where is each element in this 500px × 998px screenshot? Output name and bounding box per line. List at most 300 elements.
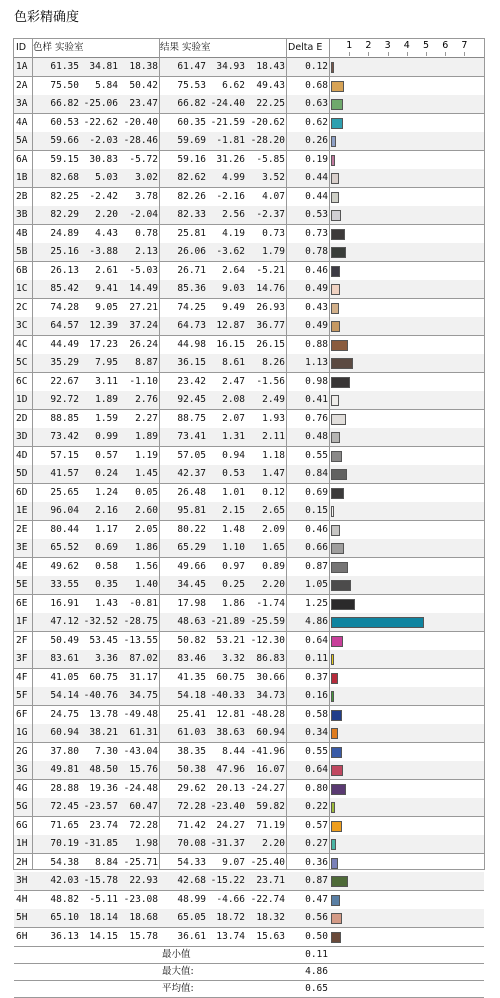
result-lab-value: -22.74 bbox=[250, 893, 285, 905]
result-lab-value: 70.08 bbox=[177, 838, 206, 849]
result-lab-value: 17.98 bbox=[177, 597, 206, 609]
delta-e-bar bbox=[331, 876, 348, 887]
reference-lab-value: -24.48 bbox=[123, 782, 158, 794]
scale-gridline bbox=[368, 52, 369, 56]
reference-lab-value: 38.21 bbox=[89, 727, 118, 738]
result-lab-value: 1.47 bbox=[262, 468, 285, 479]
reference-lab-value: 18.68 bbox=[129, 912, 158, 923]
result-lab-value: -4.66 bbox=[216, 893, 245, 905]
result-lab-value: 66.82 bbox=[177, 98, 206, 109]
result-lab-value: 1.93 bbox=[262, 412, 285, 424]
patch-id: 3G bbox=[16, 764, 28, 775]
delta-e-value: 0.41 bbox=[305, 394, 328, 405]
result-lab-value: 60.75 bbox=[216, 671, 245, 683]
delta-e-value: 0.11 bbox=[305, 653, 328, 664]
result-lab-value: 24.27 bbox=[216, 819, 245, 831]
table-row bbox=[14, 95, 484, 114]
reference-lab-value: 5.03 bbox=[95, 172, 118, 183]
result-lab-value: 38.35 bbox=[177, 745, 206, 757]
delta-e-value: 0.49 bbox=[305, 283, 328, 294]
reference-lab-value: 49.81 bbox=[50, 764, 79, 775]
delta-e-value: 0.34 bbox=[305, 727, 328, 738]
result-lab-value: 18.72 bbox=[216, 912, 245, 923]
delta-e-bar bbox=[331, 617, 424, 628]
result-lab-value: 9.49 bbox=[222, 301, 245, 313]
patch-id: 1F bbox=[16, 616, 28, 627]
reference-lab-value: 12.39 bbox=[89, 320, 118, 331]
result-lab-value: 95.81 bbox=[177, 505, 206, 516]
result-lab-value: -1.74 bbox=[256, 597, 285, 609]
patch-id: 6G bbox=[16, 819, 28, 831]
table-row bbox=[14, 595, 484, 614]
table-row bbox=[14, 225, 484, 244]
reference-lab-value: 2.76 bbox=[135, 394, 158, 405]
result-lab-value: 26.71 bbox=[177, 264, 206, 276]
table-row bbox=[14, 761, 484, 780]
result-lab-value: 38.63 bbox=[216, 727, 245, 738]
patch-id: 4A bbox=[16, 116, 28, 128]
reference-lab-value: 60.94 bbox=[50, 727, 79, 738]
reference-lab-value: 37.80 bbox=[50, 745, 79, 757]
result-lab-value: -2.37 bbox=[256, 209, 285, 220]
patch-id: 2D bbox=[16, 412, 28, 424]
result-lab-value: 25.81 bbox=[177, 227, 206, 239]
reference-lab-value: -43.04 bbox=[123, 745, 158, 757]
delta-e-bar bbox=[331, 358, 353, 369]
result-lab-value: 0.97 bbox=[222, 560, 245, 572]
reference-lab-value: 30.83 bbox=[89, 153, 118, 165]
reference-lab-value: 87.02 bbox=[129, 653, 158, 664]
reference-lab-value: 60.47 bbox=[129, 801, 158, 812]
result-lab-value: 64.73 bbox=[177, 320, 206, 331]
delta-e-bar bbox=[331, 173, 339, 184]
reference-lab-value: 27.21 bbox=[129, 301, 158, 313]
table-row bbox=[14, 262, 484, 281]
table-row bbox=[14, 817, 484, 836]
result-lab-value: 2.15 bbox=[222, 505, 245, 516]
result-lab-value: 2.11 bbox=[262, 431, 285, 442]
delta-e-bar bbox=[331, 155, 335, 166]
delta-e-value: 0.66 bbox=[305, 542, 328, 553]
delta-e-value: 0.47 bbox=[305, 893, 328, 905]
result-lab-value: 0.89 bbox=[262, 560, 285, 572]
result-lab-value: 1.01 bbox=[222, 486, 245, 498]
result-lab-value: 8.44 bbox=[222, 745, 245, 757]
table-row bbox=[14, 724, 484, 743]
result-lab-value: 53.21 bbox=[216, 634, 245, 646]
reference-lab-value: 82.25 bbox=[50, 190, 79, 202]
reference-lab-value: 2.20 bbox=[95, 209, 118, 220]
patch-id: 6C bbox=[16, 375, 28, 387]
result-lab-value: 1.10 bbox=[222, 542, 245, 553]
reference-lab-value: -32.52 bbox=[83, 616, 118, 627]
result-lab-value: 3.32 bbox=[222, 653, 245, 664]
patch-id: 3E bbox=[16, 542, 28, 553]
patch-id: 5B bbox=[16, 246, 28, 257]
result-lab-value: -2.16 bbox=[216, 190, 245, 202]
delta-e-value: 0.26 bbox=[305, 135, 328, 146]
result-lab-value: 36.77 bbox=[256, 320, 285, 331]
reference-lab-value: -28.75 bbox=[123, 616, 158, 627]
delta-e-bar bbox=[331, 266, 340, 277]
column-divider bbox=[159, 39, 160, 869]
table-row bbox=[14, 188, 484, 207]
delta-e-value: 0.55 bbox=[305, 449, 328, 461]
table-row bbox=[14, 206, 484, 225]
table-header bbox=[14, 39, 484, 58]
delta-e-value: 1.13 bbox=[305, 357, 328, 368]
result-lab-value: 13.74 bbox=[216, 930, 245, 942]
result-lab-value: 34.73 bbox=[256, 690, 285, 701]
reference-lab-value: 48.50 bbox=[89, 764, 118, 775]
reference-lab-value: 50.42 bbox=[129, 79, 158, 91]
table-row bbox=[14, 77, 484, 96]
reference-lab-value: -2.04 bbox=[129, 209, 158, 220]
result-lab-value: 12.81 bbox=[216, 708, 245, 720]
table-row bbox=[14, 872, 484, 891]
result-lab-value: 74.25 bbox=[177, 301, 206, 313]
delta-e-bar bbox=[331, 802, 335, 813]
scale-gridline bbox=[349, 52, 350, 56]
table-row bbox=[14, 280, 484, 299]
delta-e-bar bbox=[331, 340, 348, 351]
delta-e-bar bbox=[331, 636, 343, 647]
table-row bbox=[14, 317, 484, 336]
result-lab-value: 29.62 bbox=[177, 782, 206, 794]
table-row bbox=[14, 854, 484, 873]
delta-e-bar bbox=[331, 839, 336, 850]
reference-lab-value: 59.15 bbox=[50, 153, 79, 165]
reference-lab-value: 96.04 bbox=[50, 505, 79, 516]
reference-lab-value: 54.14 bbox=[50, 690, 79, 701]
patch-id: 2B bbox=[16, 190, 28, 202]
delta-e-bar bbox=[331, 525, 340, 536]
table-row bbox=[14, 558, 484, 577]
result-lab-value: 59.82 bbox=[256, 801, 285, 812]
reference-lab-value: 5.84 bbox=[95, 79, 118, 91]
table-row bbox=[14, 428, 484, 447]
result-lab-value: 2.47 bbox=[222, 375, 245, 387]
result-lab-value: 2.08 bbox=[222, 394, 245, 405]
reference-lab-value: 80.44 bbox=[50, 523, 79, 535]
result-lab-value: 59.69 bbox=[177, 135, 206, 146]
table-row bbox=[14, 484, 484, 503]
delta-e-value: 0.63 bbox=[305, 98, 328, 109]
reference-lab-value: 2.61 bbox=[95, 264, 118, 276]
result-lab-value: -40.33 bbox=[210, 690, 245, 701]
reference-lab-value: 1.89 bbox=[135, 431, 158, 442]
color-accuracy-table bbox=[13, 38, 485, 994]
delta-e-bar bbox=[331, 62, 334, 73]
result-lab-value: 61.03 bbox=[177, 727, 206, 738]
delta-e-value: 1.05 bbox=[305, 579, 328, 590]
delta-e-bar bbox=[331, 691, 334, 702]
table-row bbox=[14, 798, 484, 817]
delta-e-bar bbox=[331, 932, 341, 943]
reference-lab-value: 53.45 bbox=[89, 634, 118, 646]
delta-e-value: 0.44 bbox=[305, 190, 328, 202]
reference-lab-value: 0.99 bbox=[95, 431, 118, 442]
result-lab-value: -1.56 bbox=[256, 375, 285, 387]
reference-lab-value: 42.03 bbox=[50, 875, 79, 886]
result-lab-value: 71.42 bbox=[177, 819, 206, 831]
scale-tick-label: 5 bbox=[423, 40, 430, 51]
patch-id: 6B bbox=[16, 264, 28, 276]
result-lab-value: 1.86 bbox=[222, 597, 245, 609]
delta-e-value: 0.87 bbox=[305, 560, 328, 572]
result-lab-value: 60.35 bbox=[177, 116, 206, 128]
result-lab-value: 25.41 bbox=[177, 708, 206, 720]
table-row bbox=[14, 58, 484, 77]
result-lab-value: 18.32 bbox=[256, 912, 285, 923]
reference-lab-value: 9.41 bbox=[95, 283, 118, 294]
patch-id: 1D bbox=[16, 394, 28, 405]
table-row bbox=[14, 539, 484, 558]
reference-lab-value: 70.19 bbox=[50, 838, 79, 849]
reference-lab-value: 1.86 bbox=[135, 542, 158, 553]
result-lab-value: 50.38 bbox=[177, 764, 206, 775]
delta-e-value: 0.53 bbox=[305, 209, 328, 220]
reference-lab-value: 1.98 bbox=[135, 838, 158, 849]
result-lab-value: 72.28 bbox=[177, 801, 206, 812]
result-lab-value: -28.20 bbox=[250, 135, 285, 146]
delta-e-bar bbox=[331, 562, 348, 573]
reference-lab-value: 1.17 bbox=[95, 523, 118, 535]
reference-lab-value: 3.78 bbox=[135, 190, 158, 202]
delta-e-bar bbox=[331, 99, 343, 110]
result-lab-value: 9.03 bbox=[222, 283, 245, 294]
delta-e-value: 0.73 bbox=[305, 227, 328, 239]
delta-e-bar bbox=[331, 451, 342, 462]
table-row bbox=[14, 780, 484, 799]
result-lab-value: 26.48 bbox=[177, 486, 206, 498]
result-lab-value: -24.40 bbox=[210, 98, 245, 109]
reference-lab-value: 54.38 bbox=[50, 856, 79, 868]
result-lab-value: 41.35 bbox=[177, 671, 206, 683]
delta-e-value: 0.36 bbox=[305, 856, 328, 868]
result-lab-value: 4.99 bbox=[222, 172, 245, 183]
reference-lab-value: 0.35 bbox=[95, 579, 118, 590]
delta-e-bar bbox=[331, 210, 341, 221]
delta-e-bar bbox=[331, 580, 351, 591]
reference-lab-value: 3.02 bbox=[135, 172, 158, 183]
table-row bbox=[14, 410, 484, 429]
reference-lab-value: 1.43 bbox=[95, 597, 118, 609]
table-row bbox=[14, 613, 484, 632]
table-row bbox=[14, 132, 484, 151]
delta-e-bar bbox=[331, 414, 346, 425]
result-lab-value: -48.28 bbox=[250, 708, 285, 720]
table-row bbox=[14, 465, 484, 484]
result-lab-value: 2.49 bbox=[262, 394, 285, 405]
delta-e-value: 1.25 bbox=[305, 597, 328, 609]
delta-e-value: 0.12 bbox=[305, 61, 328, 72]
header-ref-lab: 色样 实验室 bbox=[33, 42, 84, 53]
reference-lab-value: 16.91 bbox=[50, 597, 79, 609]
reference-lab-value: -22.62 bbox=[83, 116, 118, 128]
patch-id: 5E bbox=[16, 579, 28, 590]
result-lab-value: 0.25 bbox=[222, 579, 245, 590]
result-lab-value: 59.16 bbox=[177, 153, 206, 165]
reference-lab-value: 22.93 bbox=[129, 875, 158, 886]
delta-e-bar bbox=[331, 377, 350, 388]
patch-id: 5G bbox=[16, 801, 28, 812]
patch-id: 6A bbox=[16, 153, 28, 165]
result-lab-value: 1.79 bbox=[262, 246, 285, 257]
scale-gridline bbox=[426, 52, 427, 56]
reference-lab-value: 44.49 bbox=[50, 338, 79, 350]
reference-lab-value: 2.16 bbox=[95, 505, 118, 516]
delta-e-value: 0.16 bbox=[305, 690, 328, 701]
table-row bbox=[14, 891, 484, 910]
delta-e-value: 0.15 bbox=[305, 505, 328, 516]
result-lab-value: 61.47 bbox=[177, 61, 206, 72]
patch-id: 5F bbox=[16, 690, 28, 701]
result-lab-value: 31.26 bbox=[216, 153, 245, 165]
result-lab-value: 14.76 bbox=[256, 283, 285, 294]
delta-e-value: 0.69 bbox=[305, 486, 328, 498]
reference-lab-value: 3.36 bbox=[95, 653, 118, 664]
result-lab-value: 47.96 bbox=[216, 764, 245, 775]
reference-lab-value: 34.75 bbox=[129, 690, 158, 701]
result-lab-value: 0.94 bbox=[222, 449, 245, 461]
reference-lab-value: 82.29 bbox=[50, 209, 79, 220]
table-row bbox=[14, 669, 484, 688]
patch-id: 3C bbox=[16, 320, 28, 331]
reference-lab-value: -15.78 bbox=[83, 875, 118, 886]
delta-e-value: 0.84 bbox=[305, 468, 328, 479]
result-lab-value: 82.62 bbox=[177, 172, 206, 183]
delta-e-bar bbox=[331, 321, 340, 332]
table-row bbox=[14, 391, 484, 410]
scale-tick-label: 7 bbox=[461, 40, 468, 51]
summary-label: 平均值: bbox=[162, 983, 194, 994]
result-lab-value: 2.09 bbox=[262, 523, 285, 535]
reference-lab-value: 4.43 bbox=[95, 227, 118, 239]
reference-lab-value: 0.58 bbox=[95, 560, 118, 572]
result-lab-value: 22.25 bbox=[256, 98, 285, 109]
reference-lab-value: -5.03 bbox=[129, 264, 158, 276]
result-lab-value: -41.96 bbox=[250, 745, 285, 757]
result-lab-value: 2.56 bbox=[222, 209, 245, 220]
result-lab-value: 2.64 bbox=[222, 264, 245, 276]
reference-lab-value: 50.49 bbox=[50, 634, 79, 646]
patch-id: 2H bbox=[16, 856, 28, 868]
reference-lab-value: 28.88 bbox=[50, 782, 79, 794]
result-lab-value: -12.30 bbox=[250, 634, 285, 646]
reference-lab-value: 7.30 bbox=[95, 745, 118, 757]
delta-e-bar bbox=[331, 784, 346, 795]
result-lab-value: -15.22 bbox=[210, 875, 245, 886]
result-lab-value: 30.66 bbox=[256, 671, 285, 683]
table-row bbox=[14, 650, 484, 669]
patch-id: 3D bbox=[16, 431, 28, 442]
result-lab-value: 8.61 bbox=[222, 357, 245, 368]
result-lab-value: 3.52 bbox=[262, 172, 285, 183]
reference-lab-value: 37.24 bbox=[129, 320, 158, 331]
patch-id: 1G bbox=[16, 727, 28, 738]
result-lab-value: 65.05 bbox=[177, 912, 206, 923]
patch-id: 2C bbox=[16, 301, 28, 313]
reference-lab-value: 1.24 bbox=[95, 486, 118, 498]
reference-lab-value: -25.71 bbox=[123, 856, 158, 868]
reference-lab-value: 8.84 bbox=[95, 856, 118, 868]
reference-lab-value: 24.75 bbox=[50, 708, 79, 720]
delta-e-value: 0.78 bbox=[305, 246, 328, 257]
result-lab-value: 15.63 bbox=[256, 930, 285, 942]
result-lab-value: 82.33 bbox=[177, 209, 206, 220]
result-lab-value: 75.53 bbox=[177, 79, 206, 91]
patch-id: 6E bbox=[16, 597, 28, 609]
result-lab-value: 44.98 bbox=[177, 338, 206, 350]
scale-tick-label: 6 bbox=[442, 40, 449, 51]
result-lab-value: 9.07 bbox=[222, 856, 245, 868]
table-row bbox=[14, 687, 484, 706]
patch-id: 5C bbox=[16, 357, 28, 368]
patch-id: 2G bbox=[16, 745, 28, 757]
reference-lab-value: -13.55 bbox=[123, 634, 158, 646]
reference-lab-value: -25.06 bbox=[83, 98, 118, 109]
result-lab-value: 26.06 bbox=[177, 246, 206, 257]
scale-tick-label: 4 bbox=[403, 40, 410, 51]
delta-e-value: 0.46 bbox=[305, 264, 328, 276]
table-row bbox=[14, 373, 484, 392]
reference-lab-value: 48.82 bbox=[50, 893, 79, 905]
patch-id: 4D bbox=[16, 449, 28, 461]
result-lab-value: 2.65 bbox=[262, 505, 285, 516]
result-lab-value: 65.29 bbox=[177, 542, 206, 553]
reference-lab-value: -23.08 bbox=[123, 893, 158, 905]
delta-e-bar bbox=[331, 488, 344, 499]
reference-lab-value: 73.42 bbox=[50, 431, 79, 442]
delta-e-value: 0.56 bbox=[305, 912, 328, 923]
delta-e-value: 0.68 bbox=[305, 79, 328, 91]
delta-e-value: 0.64 bbox=[305, 764, 328, 775]
reference-lab-value: 35.29 bbox=[50, 357, 79, 368]
result-lab-value: 2.20 bbox=[262, 838, 285, 849]
delta-e-bar bbox=[331, 543, 344, 554]
patch-id: 4B bbox=[16, 227, 28, 239]
summary-label: 最大值: bbox=[162, 966, 194, 977]
result-lab-value: 0.12 bbox=[262, 486, 285, 498]
patch-id: 5A bbox=[16, 135, 28, 146]
column-divider bbox=[32, 39, 33, 869]
reference-lab-value: 8.87 bbox=[135, 357, 158, 368]
reference-lab-value: 18.38 bbox=[129, 61, 158, 72]
header-result-lab: 结果 实验室 bbox=[160, 42, 211, 53]
result-lab-value: 23.71 bbox=[256, 875, 285, 886]
result-lab-value: 23.42 bbox=[177, 375, 206, 387]
delta-e-bar bbox=[331, 913, 342, 924]
result-lab-value: -25.40 bbox=[250, 856, 285, 868]
scale-gridline bbox=[464, 52, 465, 56]
reference-lab-value: -3.88 bbox=[89, 246, 118, 257]
scale-gridline bbox=[445, 52, 446, 56]
table-row bbox=[14, 336, 484, 355]
patch-id: 3A bbox=[16, 98, 28, 109]
delta-e-value: 0.27 bbox=[305, 838, 328, 849]
result-lab-value: 86.83 bbox=[256, 653, 285, 664]
reference-lab-value: -0.81 bbox=[129, 597, 158, 609]
reference-lab-value: 17.23 bbox=[89, 338, 118, 350]
delta-e-bar bbox=[331, 432, 340, 443]
reference-lab-value: 22.67 bbox=[50, 375, 79, 387]
reference-lab-value: 2.05 bbox=[135, 523, 158, 535]
delta-e-bar bbox=[331, 895, 340, 906]
delta-e-value: 0.49 bbox=[305, 320, 328, 331]
table-row bbox=[14, 706, 484, 725]
result-lab-value: 54.33 bbox=[177, 856, 206, 868]
